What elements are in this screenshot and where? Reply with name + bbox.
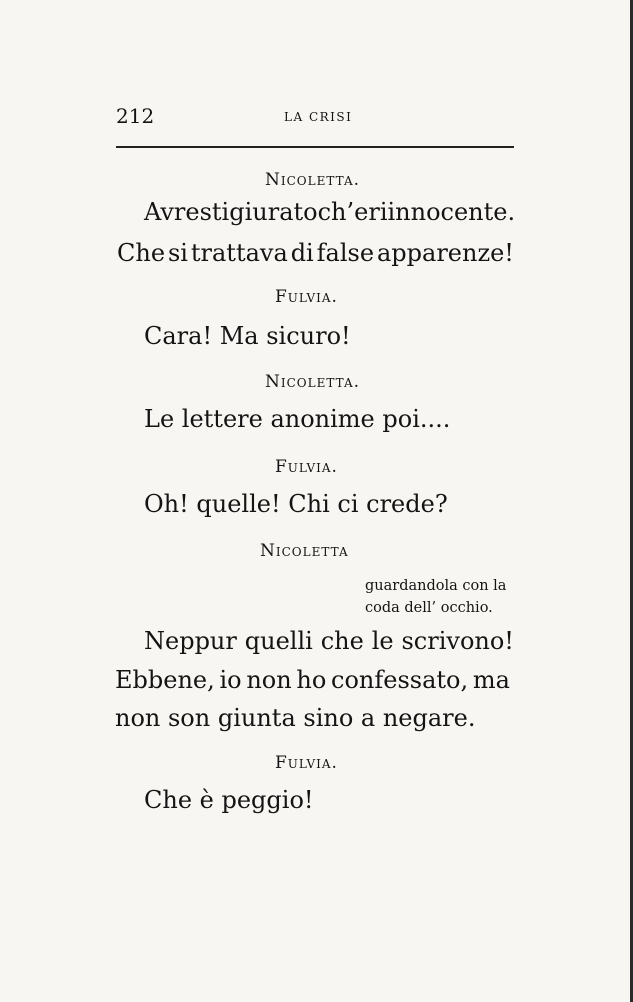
speaker-name: Nicoletta. [265,170,361,190]
speaker-name: Fulvia. [275,753,338,773]
header-rule [116,146,514,148]
speaker-name: Fulvia. [275,457,338,477]
dialogue-line: Ebbene, io non ho confessato, ma [115,666,510,694]
dialogue-line: Avresti giurato ch’eri innocente. [144,198,516,226]
dialogue-line: Che si trattava di false apparenze! [117,239,514,267]
stage-direction: guardandola con la coda dell’ occhio. [365,578,507,616]
running-title: LA CRISI [284,110,353,124]
dialogue-line: Le lettere anonime poi.... [144,405,451,433]
dialogue-line: Che è peggio! [144,786,314,814]
page-number: 212 [116,104,155,128]
speaker-name: Nicoletta [260,541,349,561]
speaker-name: Fulvia. [275,287,338,307]
dialogue-line: non son giunta sino a negare. [115,704,476,732]
dialogue-line: Oh! quelle! Chi ci crede? [144,490,448,518]
dialogue-line: Neppur quelli che le scrivono! [144,627,514,655]
dialogue-line: Cara! Ma sicuro! [144,322,351,350]
speaker-name: Nicoletta. [265,372,361,392]
